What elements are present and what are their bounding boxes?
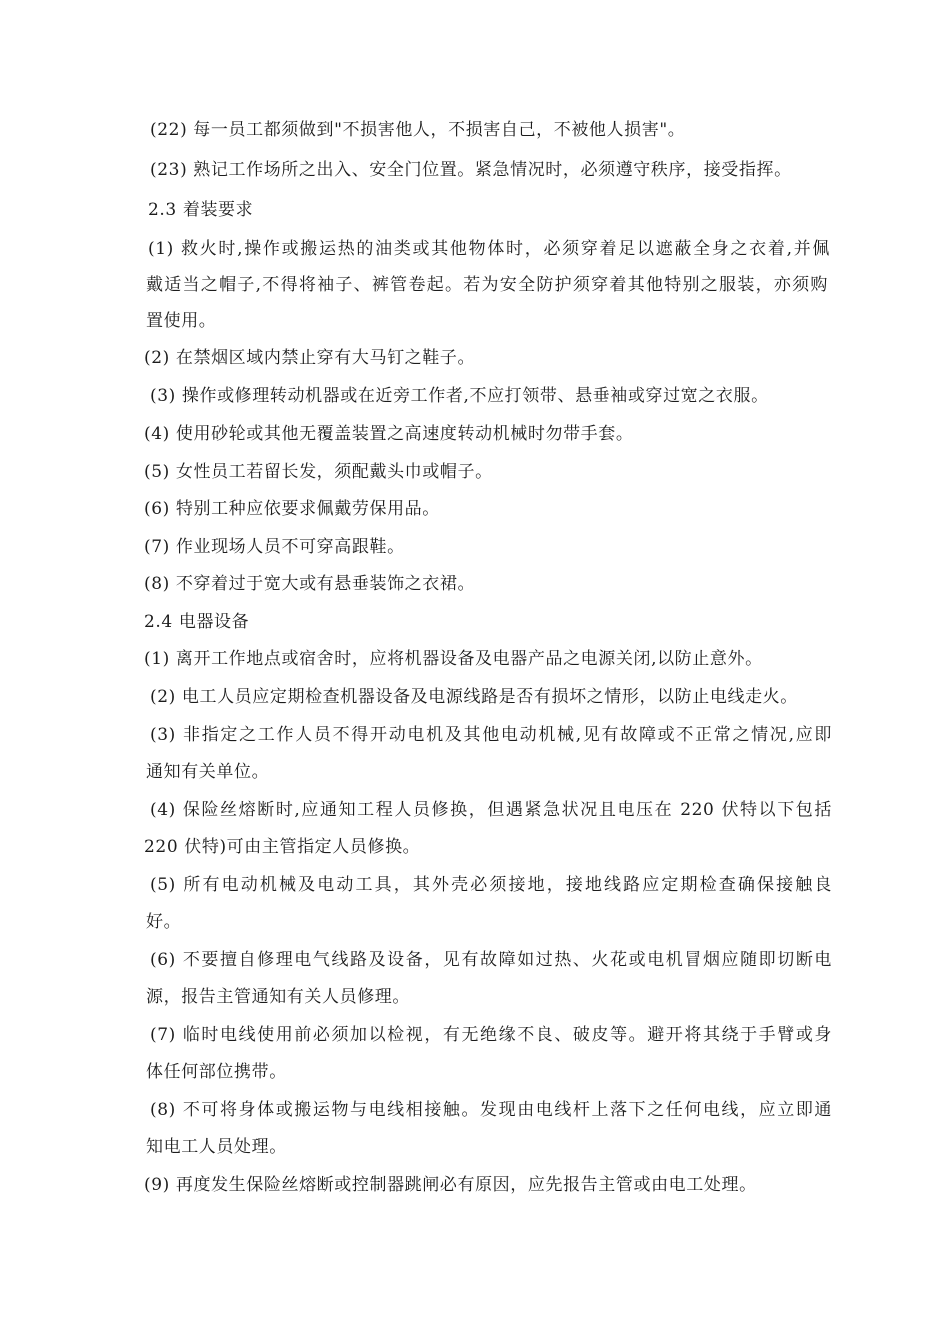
dress-rule-1-line-1: (1) 救火时,操作或搬运热的油类或其他物体时，必须穿着足以遮蔽全身之衣着,并佩 <box>148 239 830 259</box>
electric-rule-3-line-1: (3) 非指定之工作人员不得开动电机及其他电动机械,见有故障或不正常之情况,应即 <box>150 725 832 745</box>
section-heading-2-3: 2.3 着装要求 <box>148 200 254 220</box>
dress-rule-3-line: (3) 操作或修理转动机器或在近旁工作者,不应打领带、悬垂袖或穿过宽之衣服。 <box>150 386 769 406</box>
electric-rule-9-line: (9) 再度发生保险丝熔断或控制器跳闸必有原因，应先报告主管或由电工处理。 <box>144 1175 757 1195</box>
electric-rule-8-line-1: (8) 不可将身体或搬运物与电线相接触。发现由电线杆上落下之任何电线，应立即通 <box>150 1100 832 1120</box>
electric-rule-7-line-2: 体任何部位携带。 <box>146 1062 287 1082</box>
electric-rule-8-line-2: 知电工人员处理。 <box>146 1137 287 1157</box>
rule-23-line: (23) 熟记工作场所之出入、安全门位置。紧急情况时，必须遵守秩序，接受指挥。 <box>150 160 792 180</box>
dress-rule-2-line: (2) 在禁烟区域内禁止穿有大马钉之鞋子。 <box>144 348 476 368</box>
electric-rule-5-line-2: 好。 <box>146 912 182 932</box>
electric-rule-7-line-1: (7) 临时电线使用前必须加以检视，有无绝缘不良、破皮等。避开将其绕于手臂或身 <box>150 1025 832 1045</box>
electric-rule-4-line-1: (4) 保险丝熔断时,应通知工程人员修换，但遇紧急状况且电压在 220 伏特以下包括 <box>150 800 832 820</box>
section-heading-2-4: 2.4 电器设备 <box>144 612 250 632</box>
electric-rule-2-line: (2) 电工人员应定期检查机器设备及电源线路是否有损坏之情形，以防止电线走火。 <box>150 687 798 707</box>
electric-rule-3-line-2: 通知有关单位。 <box>146 762 270 782</box>
dress-rule-8-line: (8) 不穿着过于宽大或有悬垂装饰之衣裙。 <box>144 574 476 594</box>
dress-rule-1-line-3: 置使用。 <box>146 311 217 331</box>
electric-rule-4-line-2: 220 伏特)可由主管指定人员修换。 <box>144 837 421 857</box>
dress-rule-1-line-2: 戴适当之帽子,不得将袖子、裤管卷起。若为安全防护须穿着其他特别之服装，亦须购 <box>146 275 828 295</box>
electric-rule-6-line-2: 源，报告主管通知有关人员修理。 <box>146 987 410 1007</box>
electric-rule-6-line-1: (6) 不要擅自修理电气线路及设备，见有故障如过热、火花或电机冒烟应随即切断电 <box>150 950 832 970</box>
electric-rule-1-line: (1) 离开工作地点或宿舍时，应将机器设备及电器产品之电源关闭,以防止意外。 <box>144 649 763 669</box>
electric-rule-5-line-1: (5) 所有电动机械及电动工具，其外壳必须接地，接地线路应定期检查确保接触良 <box>150 875 832 895</box>
dress-rule-7-line: (7) 作业现场人员不可穿高跟鞋。 <box>144 537 405 557</box>
rule-22-line: (22) 每一员工都须做到"不损害他人，不损害自己，不被他人损害"。 <box>150 120 686 140</box>
dress-rule-6-line: (6) 特别工种应依要求佩戴劳保用品。 <box>144 499 440 519</box>
dress-rule-4-line: (4) 使用砂轮或其他无覆盖装置之高速度转动机械时勿带手套。 <box>144 424 634 444</box>
dress-rule-5-line: (5) 女性员工若留长发，须配戴头巾或帽子。 <box>144 462 493 482</box>
